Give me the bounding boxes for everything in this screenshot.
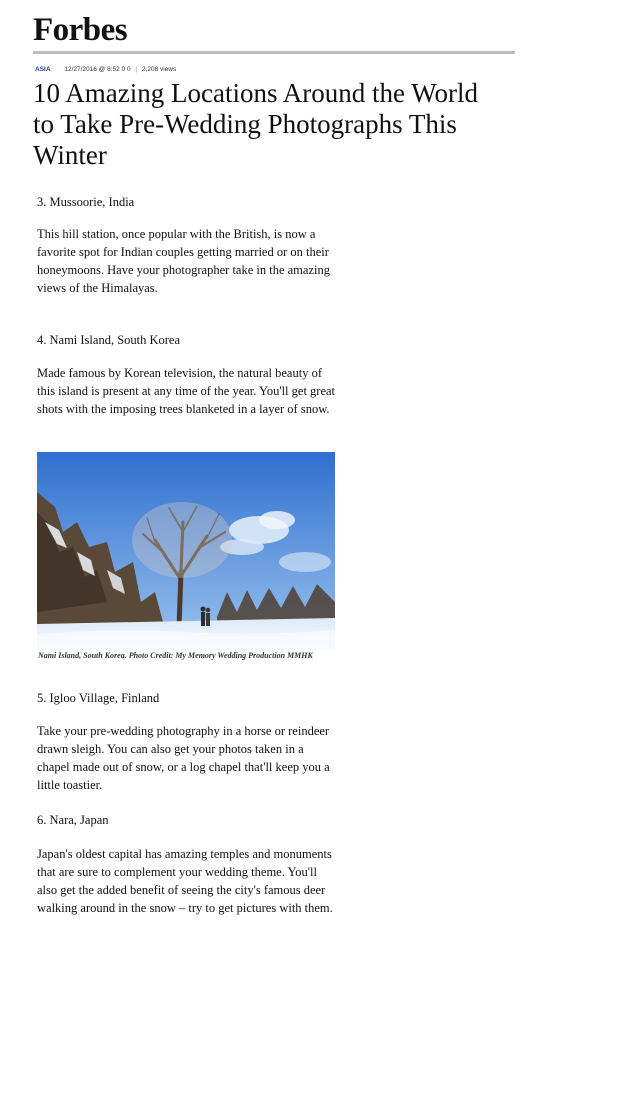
snowy-trees-image bbox=[37, 452, 335, 650]
article-meta bbox=[35, 65, 176, 75]
forbes-logo[interactable]: Forbes bbox=[33, 12, 128, 48]
section-body-nami-island: Made famous by Korean television, the natural beauty of this island is present at any time of the year. You'll get great shots with the imposing trees blanketed in a layer of snow. bbox=[37, 366, 336, 416]
section-body-igloo-village: Take your pre-wedding photography in a horse or reindeer drawn sleigh. You can also get your photos taken in a chapel made out of snow, or a log chapel that'll keep you a little toastier. bbox=[37, 724, 330, 792]
section-heading-nami-island: 4. Nami Island, South Korea bbox=[37, 333, 181, 347]
section-body-nara: Japan's oldest capital has amazing temples and monuments that are sure to complement your wedding theme. You'll also get the added benefit of seeing the city's famous deer walking around in the snow – try to get pictures with them. bbox=[37, 847, 333, 915]
article-headline: 10 Amazing Locations Around the World to Take Pre-Wedding Photographs This Winter bbox=[33, 78, 479, 170]
section-body-mussoorie: This hill station, once popular with the British, is now a favorite spot for Indian couples getting married or on their honeymoons. Have your photographer take in the amazing views of the Himalayas. bbox=[37, 227, 330, 295]
section-label[interactable]: ASIA bbox=[35, 66, 51, 73]
photo-caption: Nami Island, South Korea. Photo Credit: My Memory Wedding Production MMHK bbox=[38, 651, 313, 660]
section-heading-nara: 6. Nara, Japan bbox=[37, 813, 109, 827]
nami-island-photo bbox=[37, 452, 335, 650]
section-heading-mussoorie: 3. Mussoorie, India bbox=[37, 195, 135, 209]
publish-date: 12/27/2016 @ 8:52 0 0 bbox=[64, 66, 131, 73]
section-heading-igloo-village: 5. Igloo Village, Finland bbox=[37, 691, 160, 705]
masthead-divider bbox=[33, 51, 515, 54]
meta-separator: | bbox=[135, 66, 138, 73]
view-count: 2,208 views bbox=[141, 66, 177, 73]
